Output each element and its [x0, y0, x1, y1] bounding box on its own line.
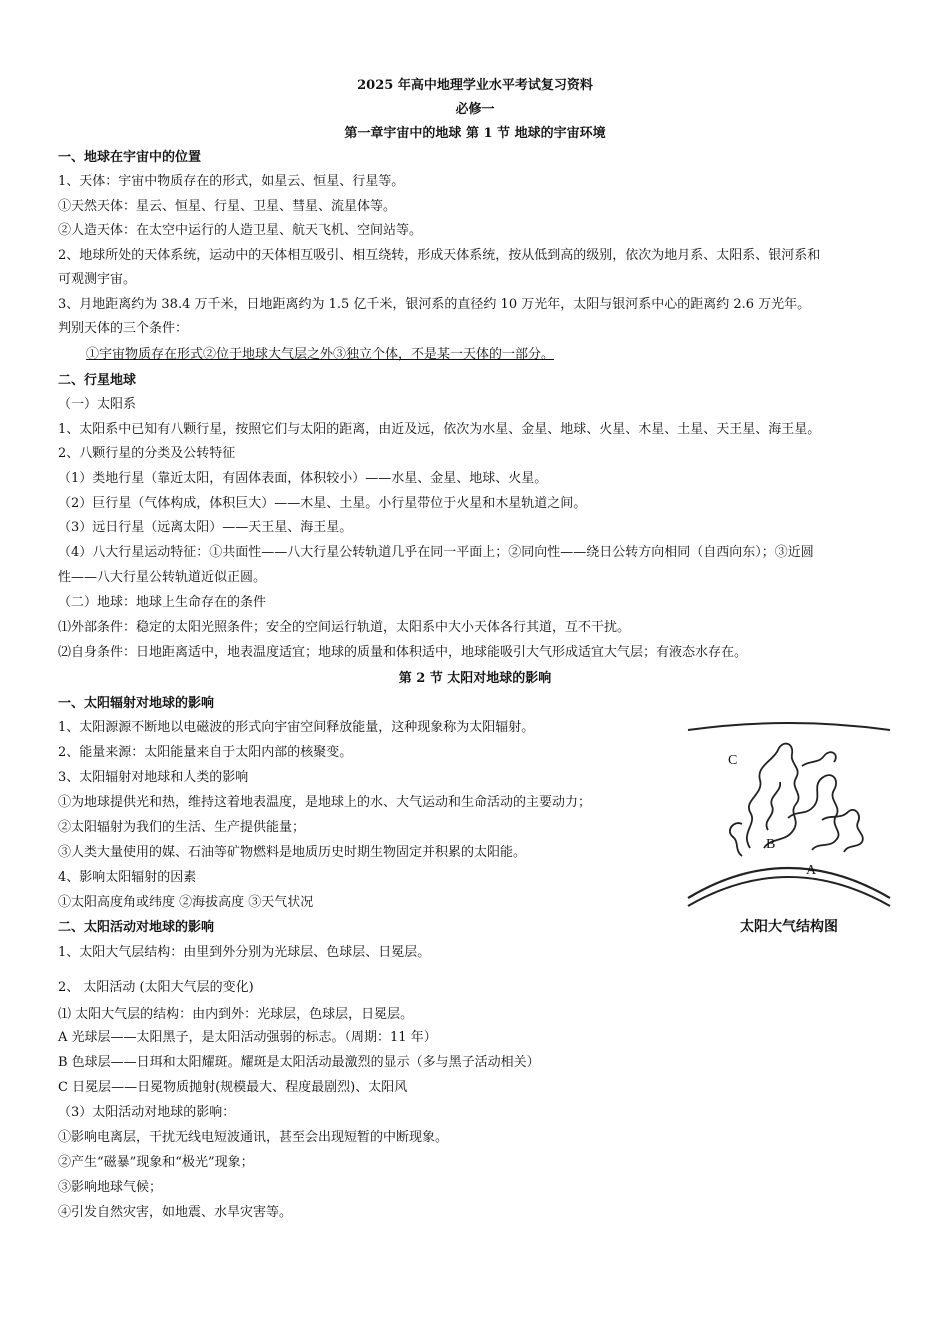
paragraph: 3、太阳辐射对地球和人类的影响 — [58, 770, 249, 785]
paragraph: ④引发自然灾害，如地震、水旱灾害等。 — [58, 1205, 293, 1220]
corona-arc — [688, 723, 890, 730]
section-heading: 一、地球在宇宙中的位置 — [58, 150, 202, 165]
paragraph: ⑴ 太阳大气层的结构：由内到外：光球层，色球层，日冕层。 — [58, 1007, 414, 1022]
paragraph: 判别天体的三个条件： — [58, 321, 189, 336]
paragraph: ①天然天体：星云、恒星、行星、卫星、彗星、流星体等。 — [58, 199, 397, 214]
solar-atmosphere-diagram — [684, 720, 894, 910]
paragraph: （3）远日行星（远离太阳）——天王星、海王星。 — [58, 520, 353, 535]
paragraph: ①为地球提供光和热，维持这着地表温度，是地球上的水、大气运动和生命活动的主要动力； — [58, 795, 592, 810]
figure-caption: 太阳大气结构图 — [740, 919, 838, 935]
paragraph: ②产生“磁暴”现象和“极光”现象； — [58, 1155, 254, 1170]
section-heading: 一、太阳辐射对地球的影响 — [58, 696, 215, 711]
paragraph: 1、太阳源源不断地以电磁波的形式向宇宙空间释放能量，这种现象称为太阳辐射。 — [58, 720, 535, 735]
paragraph: ②太阳辐射为我们的生活、生产提供能量； — [58, 820, 306, 835]
paragraph: （3）太阳活动对地球的影响： — [58, 1105, 236, 1120]
paragraph: B 色球层——日珥和太阳耀斑。耀斑是太阳活动最激烈的显示（多与黑子活动相关） — [58, 1055, 540, 1070]
section-title: 第 2 节 太阳对地球的影响 — [398, 671, 552, 686]
label-a: A — [806, 863, 817, 878]
photosphere-arc — [688, 877, 890, 906]
paragraph: ⑵自身条件：日地距离适中，地表温度适宜；地球的质量和体积适中，地球能吸引大气形成适宜大气层；有液态水存在。 — [58, 645, 748, 660]
label-b: B — [766, 837, 776, 852]
paragraph: ①影响电离层，干扰无线电短波通讯，甚至会出现短暂的中断现象。 — [58, 1130, 449, 1145]
subsection-heading: （二）地球：地球上生命存在的条件 — [58, 595, 267, 610]
paragraph: 1、太阳系中已知有八颗行星，按照它们与太阳的距离，由近及远，依次为水星、金星、地球、火星、木星、土星、天王星、海王星。 — [58, 422, 821, 437]
subsection-heading: （一）太阳系 — [58, 397, 137, 412]
paragraph: ①太阳高度角或纬度 ②海拔高度 ③天气状况 — [58, 895, 314, 910]
paragraph: 2、八颗行星的分类及公转特征 — [58, 446, 236, 461]
chapter-heading: 第一章宇宙中的地球 第 1 节 地球的宇宙环境 — [344, 126, 606, 141]
section-heading: 二、太阳活动对地球的影响 — [58, 920, 215, 935]
solar-atmosphere-figure — [684, 720, 894, 942]
paragraph: 可观测宇宙。 — [58, 272, 137, 287]
paragraph: 2、 太阳活动 (太阳大气层的变化) — [58, 980, 254, 995]
prominence-shapes — [730, 744, 863, 856]
paragraph: ③影响地球气候； — [58, 1180, 163, 1195]
paragraph: ②人造天体：在太空中运行的人造卫星、航天飞机、空间站等。 — [58, 223, 423, 238]
paragraph: 1、太阳大气层结构：由里到外分别为光球层、色球层、日冕层。 — [58, 945, 431, 960]
paragraph: ③人类大量使用的媒、石油等矿物燃料是地质历史时期生物固定并积累的太阳能。 — [58, 845, 527, 860]
paragraph: 4、影响太阳辐射的因素 — [58, 870, 197, 885]
paragraph: C 日冕层——日冕物质抛射(规模最大、程度最剧烈)、太阳风 — [58, 1080, 408, 1095]
paragraph: 性——八大行星公转轨道近似正圆。 — [58, 570, 267, 585]
chromosphere-arc — [688, 868, 890, 898]
paragraph: ⑴外部条件：稳定的太阳光照条件；安全的空间运行轨道，太阳系中大小天体各行其道，互不干扰。 — [58, 620, 631, 635]
section-heading: 二、行星地球 — [58, 373, 137, 388]
document-subtitle: 必修一 — [455, 102, 495, 117]
paragraph: 2、能量来源：太阳能量来自于太阳内部的核聚变。 — [58, 745, 353, 760]
paragraph: 3、月地距离约为 38.4 万千米，日地距离约为 1.5 亿千米，银河系的直径约 10 万光年，太阳与银河系中心的距离约 2.6 万光年。 — [58, 297, 811, 312]
label-c: C — [728, 753, 738, 768]
paragraph: 1、天体：宇宙中物质存在的形式，如星云、恒星、行星等。 — [58, 174, 405, 189]
paragraph: 2、地球所处的天体系统，运动中的天体相互吸引、相互绕转，形成天体系统，按从低到高的级别，依次为地月系、太阳系、银河系和 — [58, 248, 821, 263]
document-title: 2025 年高中地理学业水平考试复习资料 — [357, 78, 593, 93]
paragraph: （4）八大行星运动特征：①共面性——八大行星公转轨道几乎在同一平面上；②同向性——绕日公转方向相同（自西向东）；③近圆 — [58, 545, 814, 560]
paragraph: A 光球层——太阳黑子，是太阳活动强弱的标志。（周期：11 年） — [58, 1030, 437, 1045]
paragraph: （1）类地行星（靠近太阳，有固体表面，体积较小）——水星、金星、地球、火星。 — [58, 471, 548, 486]
underlined-conditions: ①宇宙物质存在形式②位于地球大气层之外③独立个体，不是某一天体的一部分。 — [86, 347, 555, 362]
paragraph: （2）巨行星（气体构成，体积巨大）——木星、土星。小行星带位于火星和木星轨道之间。 — [58, 496, 587, 511]
